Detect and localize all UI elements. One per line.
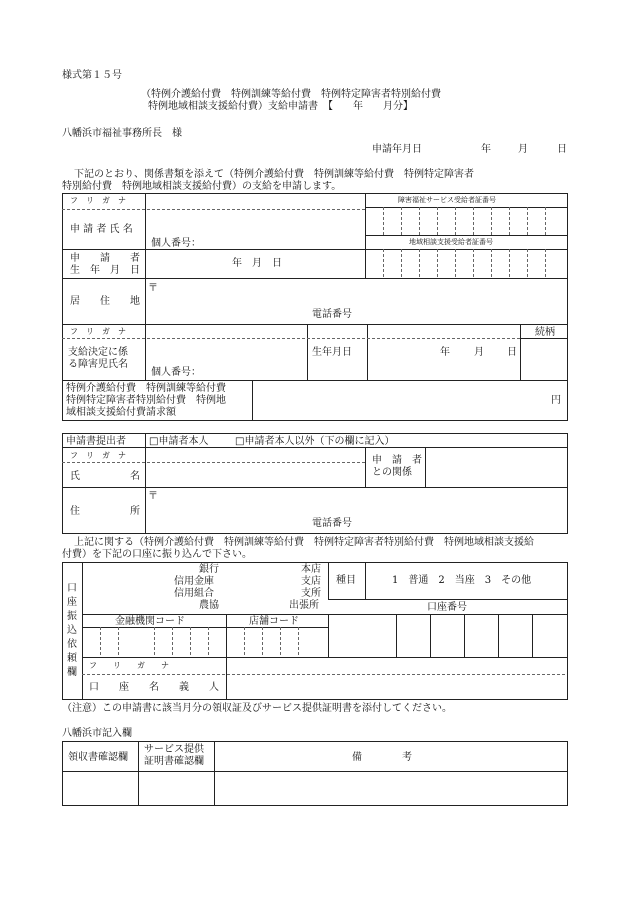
application-date-label: 申請年月日: [372, 144, 422, 155]
applicant-name-input[interactable]: [147, 211, 363, 235]
bank-inst-type-1: 信用金庫: [174, 576, 214, 587]
remarks-field[interactable]: [216, 773, 566, 804]
intro-line1: 下記のとおり、関係書類を添えて（特例介護給付費 特例訓練等給付費 特例特定障害者: [74, 169, 474, 180]
claim-label-line2: 特例特定障害者特別給付費 特例地: [66, 395, 226, 406]
applicant-address-label: 居 住 地: [70, 296, 140, 307]
submitter-label: 申請書提出者: [66, 436, 126, 447]
bank-inst-type-0: 銀行: [199, 564, 219, 575]
holder-furigana-label: フ リ ガ ナ: [89, 661, 169, 670]
applicant-name-label: 申 請 者 氏 名: [70, 224, 133, 235]
submitter-phone-label: 電話番号: [312, 518, 352, 529]
branch-name-input[interactable]: [228, 564, 288, 612]
bank-side-label-0: 口: [67, 583, 77, 594]
child-birth-year: 年: [440, 347, 450, 358]
account-number-label: 口座番号: [427, 602, 467, 613]
child-birth-label: 生年月日: [312, 347, 352, 358]
bank-branch-type-3: 出張所: [289, 600, 319, 611]
branch-code-label: 店舗コード: [249, 616, 299, 627]
submitter-furigana-label: フ リ ガ ナ: [70, 451, 126, 460]
child-relationship-input[interactable]: [522, 340, 566, 379]
bank-side-label-1: 座: [67, 597, 77, 608]
child-birthdate-input[interactable]: [369, 340, 519, 379]
bank-inst-type-3: 農協: [199, 600, 219, 611]
bank-side-label-2: 振: [67, 611, 77, 622]
child-name-input[interactable]: [147, 340, 305, 366]
applicant-furigana-label: フ リ ガ ナ: [70, 196, 126, 205]
submitter-option-self-checkbox[interactable]: □申請者本人: [149, 436, 209, 447]
addressee: 八幡浜市福祉事務所長 様: [62, 128, 182, 139]
form-title-line2: 特例地域相談支援給付費）支給申請書 【 年 月分】: [148, 101, 413, 112]
claim-yen-unit: 円: [551, 395, 561, 406]
applicant-individual-number-label: 個人番号：: [151, 238, 201, 249]
service-cert-check-header-1: サービス提供: [144, 744, 204, 755]
applicant-birth-value: 年 月 日: [232, 258, 282, 269]
child-name-label-2: る障害児氏名: [68, 359, 128, 370]
submitter-address-label: 住 所: [70, 506, 140, 517]
form-title-line1: （特例介護給付費 特例訓練等給付費 特例特定障害者特別給付費: [141, 89, 441, 100]
bank-inst-type-2: 信用組合: [174, 588, 214, 599]
account-holder-input[interactable]: [228, 676, 566, 699]
inst-code-input[interactable]: [84, 629, 224, 656]
bank-side-label-5: 頼: [67, 653, 77, 664]
child-furigana-label: フ リ ガ ナ: [70, 327, 126, 336]
service-cert-number-input[interactable]: [366, 208, 566, 234]
consult-cert-number-input[interactable]: [366, 250, 566, 277]
receipt-check-header: 領収書確認欄: [68, 752, 128, 763]
account-type-label: 種目: [336, 575, 356, 586]
service-cert-label: 障害福祉サービス受給者証番号: [398, 196, 496, 204]
account-type-options[interactable]: 1 普通 2 当座 3 その他: [392, 575, 532, 586]
bank-side-label-3: 込: [67, 625, 77, 636]
applicant-phone-label: 電話番号: [312, 309, 352, 320]
child-name-label-1: 支給決定に係: [68, 347, 128, 358]
child-birth-day: 日: [507, 347, 517, 358]
child-relationship-label: 続柄: [535, 327, 555, 338]
transfer-line2: 付費）を下記の口座に振り込んで下さい。: [62, 549, 252, 560]
receipt-check-field[interactable]: [64, 773, 137, 804]
applicant-address-input[interactable]: [160, 281, 564, 307]
application-date-day: 日: [557, 144, 567, 155]
bank-branch-type-1: 支店: [301, 576, 321, 587]
application-date-year: 年: [481, 144, 491, 155]
claim-amount-input[interactable]: [254, 382, 544, 419]
bank-side-label-6: 欄: [67, 667, 77, 678]
inst-code-label: 金融機関コード: [115, 616, 185, 627]
applicant-birth-label-1: 申 請 者: [70, 253, 140, 264]
intro-line2: 特別給付費 特例地域相談支援給付費）の支給を申請します。: [62, 181, 342, 192]
submitter-name-label: 氏 名: [70, 471, 140, 482]
city-section-title: 八幡浜市記入欄: [62, 728, 132, 739]
bank-name-input[interactable]: [84, 564, 184, 612]
claim-label-line3: 域相談支援給付費請求額: [66, 407, 176, 418]
branch-code-input[interactable]: [228, 629, 326, 656]
submitter-address-input[interactable]: [160, 489, 564, 515]
consult-cert-label: 地域相談支援受給者証番号: [409, 238, 493, 246]
account-holder-label: 口 座 名 義 人: [89, 682, 219, 693]
submitter-relation-input[interactable]: [427, 449, 566, 486]
applicant-birthdate-input[interactable]: [147, 251, 363, 277]
account-number-input[interactable]: [330, 616, 566, 656]
remarks-header: 備 考: [352, 752, 412, 763]
submitter-name-input[interactable]: [147, 464, 363, 486]
submitter-phone-input[interactable]: [360, 517, 564, 532]
applicant-birth-label-2: 生 年 月 日: [70, 265, 140, 276]
submitter-relation-label-2: との関係: [372, 467, 412, 478]
bank-branch-type-0: 本店: [301, 564, 321, 575]
bank-side-label-4: 依: [67, 639, 77, 650]
application-date-month: 月: [518, 144, 528, 155]
service-cert-check-field[interactable]: [140, 773, 213, 804]
claim-label-line1: 特例介護給付費 特例訓練等給付費: [66, 383, 226, 394]
transfer-line1: 上記に関する（特例介護給付費 特例訓練等給付費 特例特定障害者特別給付費 特例地域相談支援給: [74, 537, 534, 548]
applicant-phone-input[interactable]: [360, 308, 564, 323]
bank-branch-type-2: 支所: [301, 588, 321, 599]
service-cert-check-header-2: 証明書確認欄: [144, 756, 204, 767]
applicant-postal-mark: 〒: [148, 283, 158, 294]
submitter-option-other-checkbox[interactable]: □申請者本人以外（下の欄に記入）: [235, 436, 395, 447]
form-number: 様式第１５号: [62, 70, 122, 81]
child-individual-number-label: 個人番号：: [151, 367, 201, 378]
submitter-relation-label-1: 申 請 者: [372, 455, 422, 466]
child-birth-month: 月: [474, 347, 484, 358]
submitter-postal-mark: 〒: [148, 491, 158, 502]
attachment-note: （注意）この申請書に該当月分の領収証及びサービス提供証明書を添付してください。: [62, 703, 452, 714]
